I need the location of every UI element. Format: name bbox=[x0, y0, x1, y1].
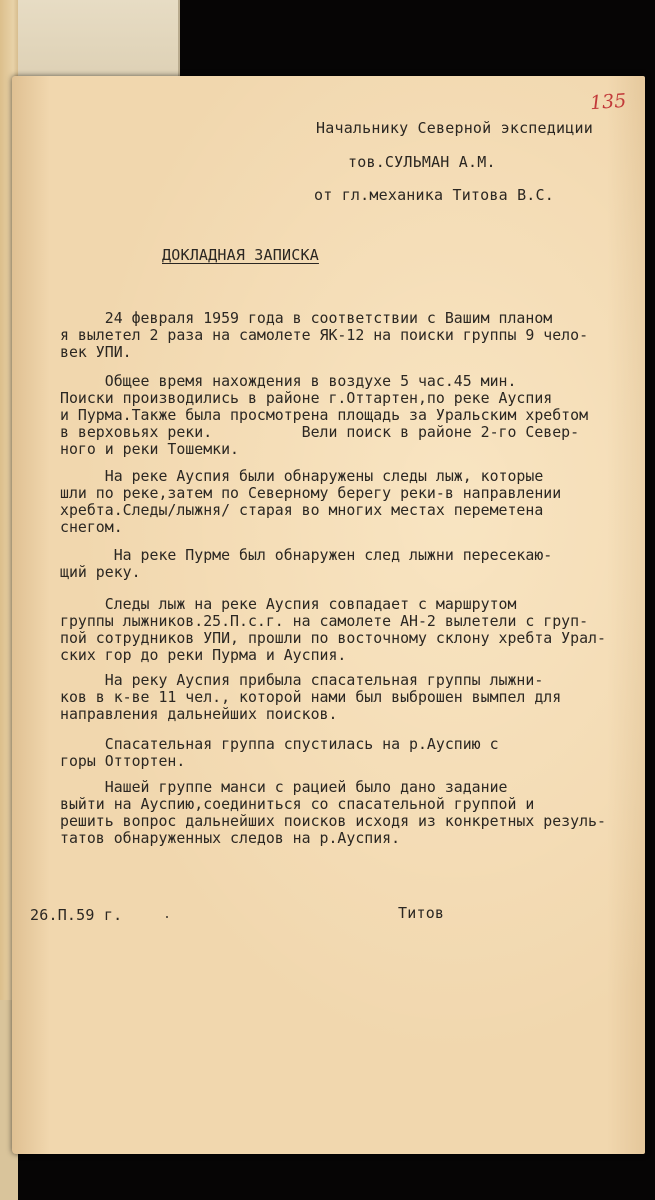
paragraph-line: 24 февраля 1959 года в соответствии с Вашим планом bbox=[60, 309, 553, 327]
paragraph-line: На реку Ауспия прибыла спасательная группы лыжни- bbox=[60, 671, 544, 689]
paragraph-8 bbox=[60, 779, 645, 847]
addressee-line-2: тов.СУЛЬМАН А.М. bbox=[348, 153, 496, 171]
paragraph-5 bbox=[60, 596, 645, 664]
paragraph-line: На реке Ауспия были обнаружены следы лыж, которые bbox=[60, 467, 544, 485]
paragraph-line: татов обнаруженных следов на р.Ауспия. bbox=[60, 829, 401, 847]
paragraph-line: шли по реке,затем по Северному берегу реки-в направлении bbox=[60, 484, 562, 502]
paragraph-4 bbox=[60, 547, 645, 581]
paragraph-line: ков в к-ве 11 чел., которой нами был выброшен вымпел для bbox=[60, 688, 562, 706]
paragraph-line: Нашей группе манси с рацией было дано задание bbox=[60, 778, 508, 796]
sender-line: от гл.механика Титова В.С. bbox=[314, 186, 554, 204]
document-title: ДОКЛАДНАЯ ЗАПИСКА bbox=[162, 246, 319, 264]
page-number: 135 bbox=[589, 89, 627, 115]
paragraph-line: На реке Пурме был обнаружен след лыжни пересекаю- bbox=[60, 546, 553, 564]
paragraph-line: группы лыжников.25.П.с.г. на самолете АН-2 вылетели с груп- bbox=[60, 612, 589, 630]
document-date: 26.П.59 г. bbox=[30, 906, 123, 924]
paragraph-line: хребта.Следы/лыжня/ старая во многих местах переметена bbox=[60, 501, 544, 519]
ink-speck bbox=[166, 916, 168, 918]
paragraph-line: Следы лыж на реке Ауспия совпадает с маршрутом bbox=[60, 595, 517, 613]
addressee-line-1: Начальнику Северной экспедиции bbox=[316, 119, 593, 137]
paragraph-line: решить вопрос дальнейших поисков исходя из конкретных резуль- bbox=[60, 812, 606, 830]
paragraph-3 bbox=[60, 468, 645, 536]
paragraph-line: щий реку. bbox=[60, 563, 141, 581]
paragraph-line: ских гор до реки Пурма и Ауспия. bbox=[60, 646, 347, 664]
paragraph-line: снегом. bbox=[60, 518, 123, 536]
paragraph-line: направления дальнейших поисков. bbox=[60, 705, 338, 723]
signature-name: Титов bbox=[398, 904, 445, 922]
paragraph-7 bbox=[60, 736, 645, 770]
paragraph-line: пой сотрудников УПИ, прошли по восточному склону хребта Урал- bbox=[60, 629, 606, 647]
paragraph-line: я вылетел 2 раза на самолете ЯК-12 на поиски группы 9 чело- bbox=[60, 326, 589, 344]
paragraph-line: выйти на Ауспию,соединиться со спасательной группой и bbox=[60, 795, 535, 813]
paragraph-line: ного и реки Тошемки. bbox=[60, 440, 239, 458]
paragraph-line: Спасательная группа спустилась на р.Ауспию с bbox=[60, 735, 499, 753]
paragraph-1 bbox=[60, 310, 645, 361]
paragraph-line: в верховьях реки. Вели поиск в районе 2-го Север- bbox=[60, 423, 580, 441]
paragraph-2 bbox=[60, 373, 645, 458]
paragraph-line: Общее время нахождения в воздухе 5 час.45 мин. bbox=[60, 372, 517, 390]
paragraph-line: Поиски производились в районе г.Оттартен,по реке Ауспия bbox=[60, 389, 553, 407]
paragraph-line: горы Оттортен. bbox=[60, 752, 186, 770]
underlying-page-corner bbox=[18, 0, 180, 84]
paragraph-line: век УПИ. bbox=[60, 343, 132, 361]
paragraph-6 bbox=[60, 672, 645, 723]
paragraph-line: и Пурма.Также была просмотрена площадь за Уральским хребтом bbox=[60, 406, 589, 424]
